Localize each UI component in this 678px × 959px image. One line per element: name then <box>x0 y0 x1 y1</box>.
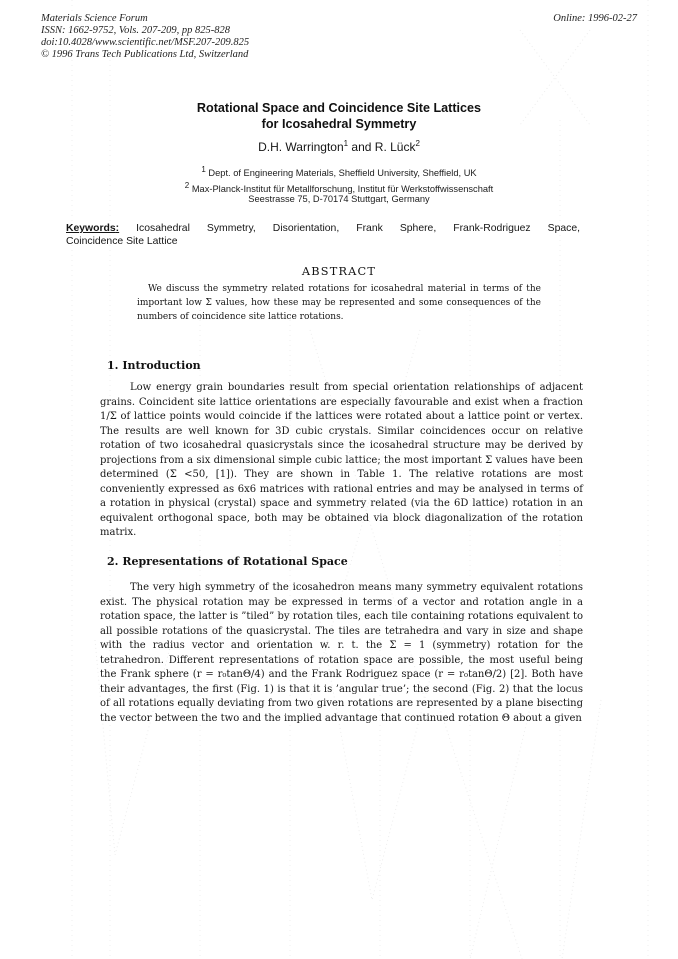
keywords-line-2: Coincidence Site Lattice <box>66 236 178 248</box>
paper-title <box>0 101 678 132</box>
authors-line <box>0 139 678 154</box>
abstract-text: We discuss the symmetry related rotations for icosahedral material in terms of the important low Σ values, how these may be represented and some consequences of the numbers of coincidence site lattice rotations. <box>137 284 541 322</box>
keywords-text-1: Icosahedral Symmetry, Disorientation, Frank Sphere, Frank-Rodriguez Space, <box>136 223 581 234</box>
abstract-heading: ABSTRACT <box>301 265 377 278</box>
affiliation-1-superscript: 1 <box>201 165 206 174</box>
journal-name: Materials Science Forum <box>41 13 148 24</box>
issn-line: ISSN: 1662-9752, Vols. 207-209, pp 825-828 <box>41 24 230 36</box>
section-1-paragraph: Low energy grain boundaries result from special orientation relationships of adjacent grains. Coincident site lattice orientations are especially favourable and exist when a fraction 1/Σ of lattice points would coincide if the lattices were rotated about a lattice point or vertex. The results are well known for 3D cubic crystals. Similar coincidences occur on relative rotation of two icosahedral quasicrystals since the icosahedral structure may be derived by projections from a six dimensional simple cubic lattice; the most important Σ values have been determined (Σ <50, [1]). They are shown in Table 1. The relative rotations are most conveniently expressed as 6x6 matrices with rational entries and may be analysed in terms of a rotation in physical (crystal) space and symmetry related (via the 6D lattice) rotation in an equivalent orthogonal space, both may be obtained via block diagonalization of the rotation matrix. <box>100 382 583 539</box>
author-2-superscript: 2 <box>415 139 420 148</box>
author-joiner-and-author-2: and R. Lück <box>348 140 416 154</box>
author-1: D.H. Warrington <box>258 140 344 154</box>
keywords-label: Keywords: <box>66 223 120 234</box>
keywords-line-1 <box>66 222 580 235</box>
affiliation-2-address: Seestrasse 75, D-70174 Stuttgart, Germany <box>248 194 430 204</box>
section-1-heading: 1. Introduction <box>107 359 201 372</box>
journal-header <box>41 13 461 61</box>
affiliation-2-text: Max-Planck-Institut für Metallforschung, Institut für Werkstoffwissenschaft <box>189 184 494 195</box>
copyright-line: © 1996 Trans Tech Publications Ltd, Switzerland <box>41 48 249 60</box>
title-line-2: for Icosahedral Symmetry <box>261 116 417 131</box>
author-1-superscript: 1 <box>343 139 349 148</box>
affiliation-1-text: Dept. of Engineering Materials, Sheffield University, Sheffield, UK <box>205 168 477 179</box>
section-2-paragraph: The very high symmetry of the icosahedron means many symmetry equivalent rotations exist. The physical rotation may be expressed in terms of a vector and rotation angle in a rotation space, the latter is ”tiled” by rotation tiles, each tile containing rotations equivalent to all possible rotations of the quasicrystal. The tiles are tetrahedra and vary in size and shape with the radius vector and orientation w. r. t. the Σ = 1 (symmetry) rotation for the tetrahedron. Different representations of rotation space are possible, the most useful being the Frank sphere (r = r₀tanΘ/4) and the Frank Rodriguez space (r = r₀tanΘ/2) [2]. Both have their advantages, the first (Fig. 1) is that it is ’angular true’; the second (Fig. 2) that the locus of all rotations equally deviating from two given rotations are represented by a plane bisecting the vector between the two and the implied advantage that continued rotation Θ about a given <box>100 582 583 724</box>
affiliation-2 <box>0 181 678 194</box>
affiliation-1 <box>0 165 678 178</box>
title-line-1: Rotational Space and Coincidence Site Lattices <box>196 101 482 115</box>
affiliation-2-superscript: 2 <box>184 181 190 190</box>
online-date: Online: 1996-02-27 <box>553 13 637 24</box>
section-2-heading: 2. Representations of Rotational Space <box>107 555 348 568</box>
doi-line: doi:10.4028/www.scientific.net/MSF.207-209.825 <box>41 36 250 48</box>
keywords-block <box>66 222 580 249</box>
